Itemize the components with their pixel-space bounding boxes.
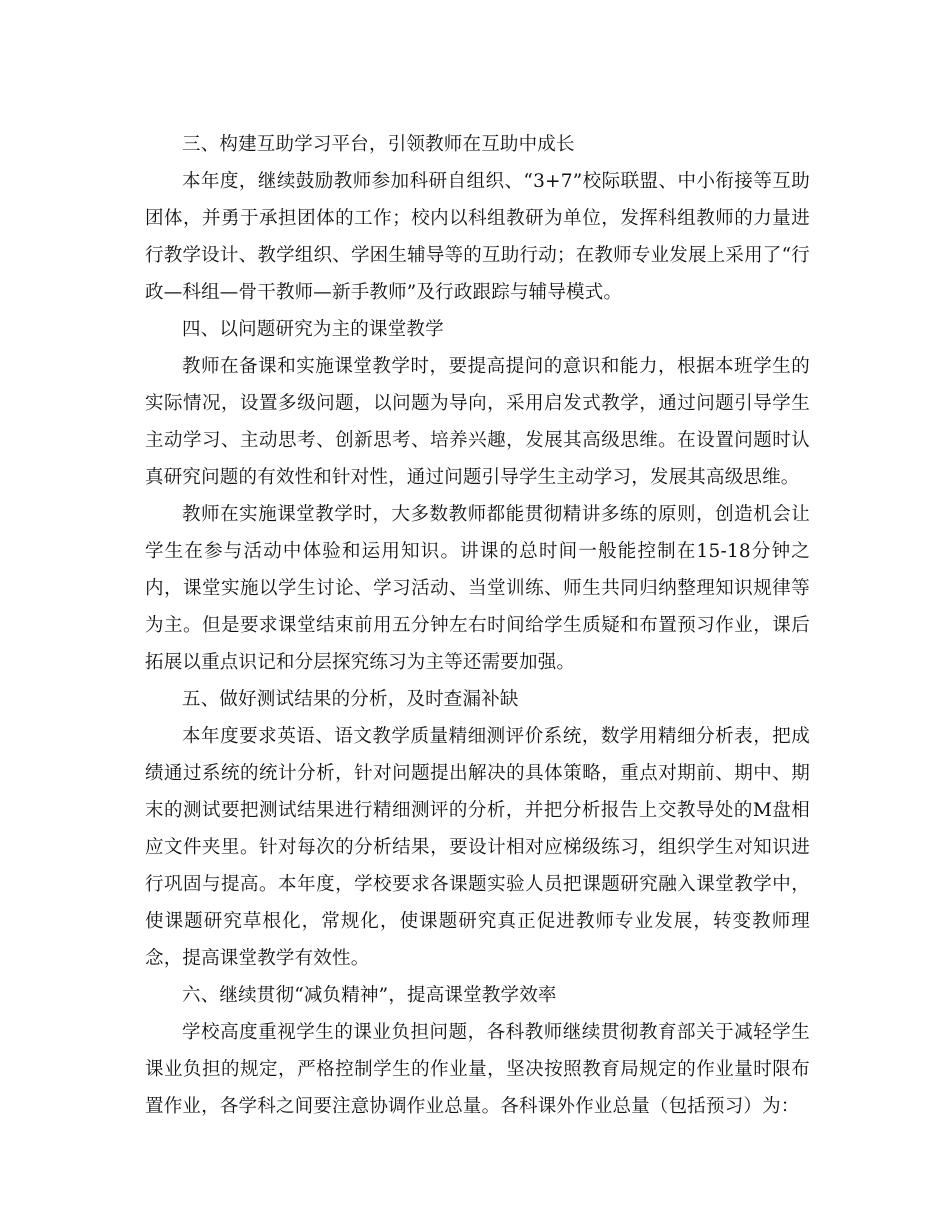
body-paragraph: 教师在备课和实施课堂教学时，要提高提问的意识和能力，根据本班学生的实际情况，设置多级问题，以问题为导向，采用启发式教学，通过问题引导学生主动学习、主动思考、创新思考、培养兴趣，发展其高级思维。在设置问题时认真研究问题的有效性和针对性，通过问题引导学生主动学习，发展其高级思维。 <box>145 356 810 488</box>
section-heading-3: 三、构建互助学习平台，引领教师在互助中成长 <box>182 134 575 155</box>
body-paragraph: 本年度，继续鼓励教师参加科研自组织、“3+7”校际联盟、中小衔接等互助团体，并勇于承担团体的工作；校内以科组教研为单位，发挥科组教师的力量进行教学设计、教学组织、学困生辅导等的互助行动；在教师专业发展上采用了“行政—科组—骨干教师—新手教师”及行政跟踪与辅导模式。 <box>145 171 810 303</box>
body-paragraph: 学校高度重视学生的课业负担问题，各科教师继续贯彻教育部关于减轻学生课业负担的规定，严格控制学生的作业量，坚决按照教育局规定的作业量时限布置作业，各学科之间要注意协调作业总量。各科课外作业总量（包括预习）为： <box>145 1022 810 1117</box>
document-body <box>145 126 810 1125</box>
body-paragraph: 本年度要求英语、语文教学质量精细测评价系统，数学用精细分析表，把成绩通过系统的统计分析，针对问题提出解决的具体策略，重点对期前、期中、期末的测试要把测试结果进行精细测评的分析，并把分析报告上交教导处的M盘相应文件夹里。针对每次的分析结果，要设计相对应梯级练习，组织学生对知识进行巩固与提高。本年度，学校要求各课题实验人员把课题研究融入课堂教学中，使课题研究草根化，常规化，使课题研究真正促进教师专业发展，转变教师理念，提高课堂教学有效性。 <box>145 726 810 969</box>
section-heading-4: 四、以问题研究为主的课堂教学 <box>182 319 444 340</box>
section-heading-5: 五、做好测试结果的分析，及时查漏补缺 <box>182 689 519 710</box>
body-paragraph: 教师在实施课堂教学时，大多数教师都能贯彻精讲多练的原则，创造机会让学生在参与活动中体验和运用知识。讲课的总时间一般能控制在15-18分钟之内，课堂实施以学生讨论、学习活动、当堂训练、师生共同归纳整理知识规律等为主。但是要求课堂结束前用五分钟左右时间给学生质疑和布置预习作业，课后拓展以重点识记和分层探究练习为主等还需要加强。 <box>145 504 810 673</box>
section-heading-6: 六、继续贯彻“减负精神”，提高课堂教学效率 <box>182 985 557 1006</box>
